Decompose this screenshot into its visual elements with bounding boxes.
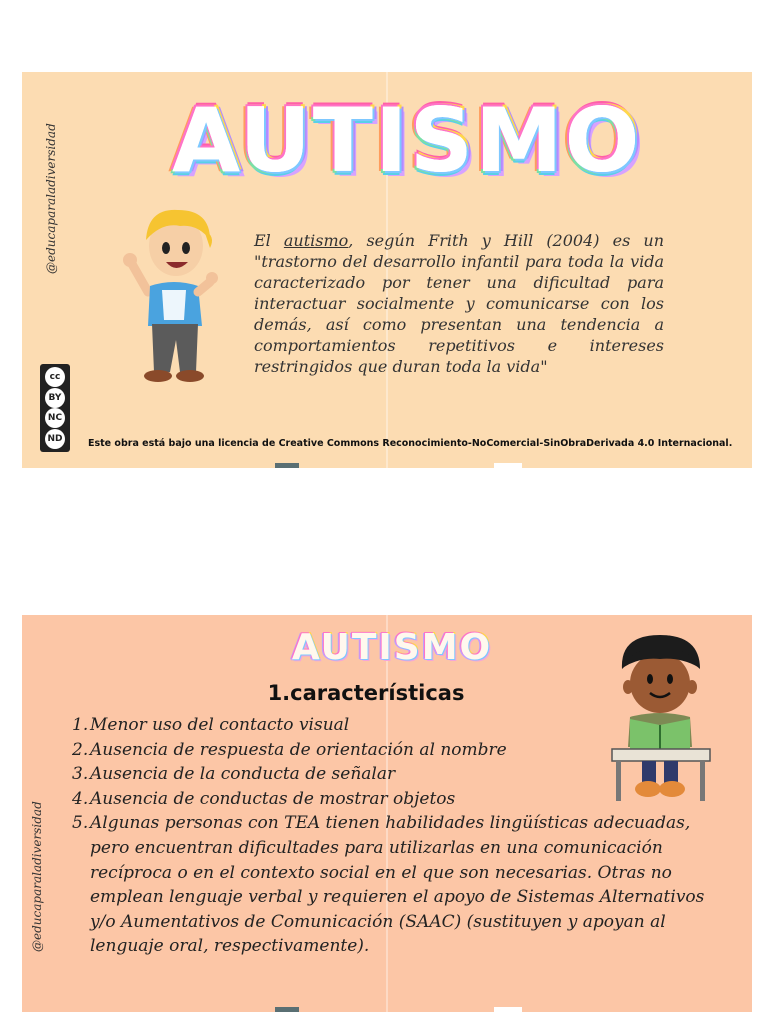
list-item: 4. Ausencia de conductas de mostrar objetos xyxy=(72,788,456,809)
page-marker-right xyxy=(494,463,522,468)
autism-definition xyxy=(254,230,664,377)
quote-body: , según Frith y Hill (2004) es un "trastorno del desarrollo infantil para toda la vida caracterizado por tener una dificultad para interactuar socialmente y comunicarse con los demás, así como presentan una tendencia a comportamientos repetitivos e intereses restringidos que duran toda la vida" xyxy=(254,231,664,376)
list-item: 2. Ausencia de respuesta de orientación al nombre xyxy=(72,739,507,760)
page-marker-right xyxy=(494,1007,522,1012)
license-notice: Este obra está bajo una licencia de Creative Commons Reconocimiento-NoComercial-SinObraDerivada 4.0 Internacional. xyxy=(88,438,733,449)
nd-icon: ND xyxy=(45,429,65,449)
characteristics-list xyxy=(72,713,722,959)
list-item: 3. Ausencia de la conducta de señalar xyxy=(72,764,396,785)
section-heading: 1.características xyxy=(267,681,465,705)
definition-card xyxy=(22,72,752,468)
author-handle: @educaparaladiversidad xyxy=(44,123,58,274)
card-title: AUTISMO xyxy=(172,89,642,192)
card-title: AUTISMO xyxy=(291,627,493,668)
nc-icon: NC xyxy=(45,408,65,428)
author-handle: @educaparaladiversidad xyxy=(30,801,44,952)
by-icon: BY xyxy=(45,388,65,408)
page-marker-left xyxy=(275,463,299,468)
creative-commons-badge xyxy=(40,364,70,452)
page-marker-left xyxy=(275,1007,299,1012)
list-item: 1. Menor uso del contacto visual xyxy=(72,715,350,735)
quote-term: autismo xyxy=(283,231,349,250)
characteristics-card xyxy=(22,615,752,1012)
quote-intro: El xyxy=(254,231,284,250)
cc-icon: cc xyxy=(45,367,65,387)
boy-illustration xyxy=(118,200,232,388)
list-item: 5. Algunas personas con TEA tienen habilidades lingüísticas adecuadas, pero encuentran dificultades para utilizarlas en una comunicación recíproca o en el contexto social en el que son necesarias. Otras no emplean lenguaje verbal y requieren el apoyo de Sistemas Alternativos y/o Aumentativos de Comunicación (SAAC) (sustituyen y apoyan al lenguaje oral, respectivamente). xyxy=(72,813,705,957)
